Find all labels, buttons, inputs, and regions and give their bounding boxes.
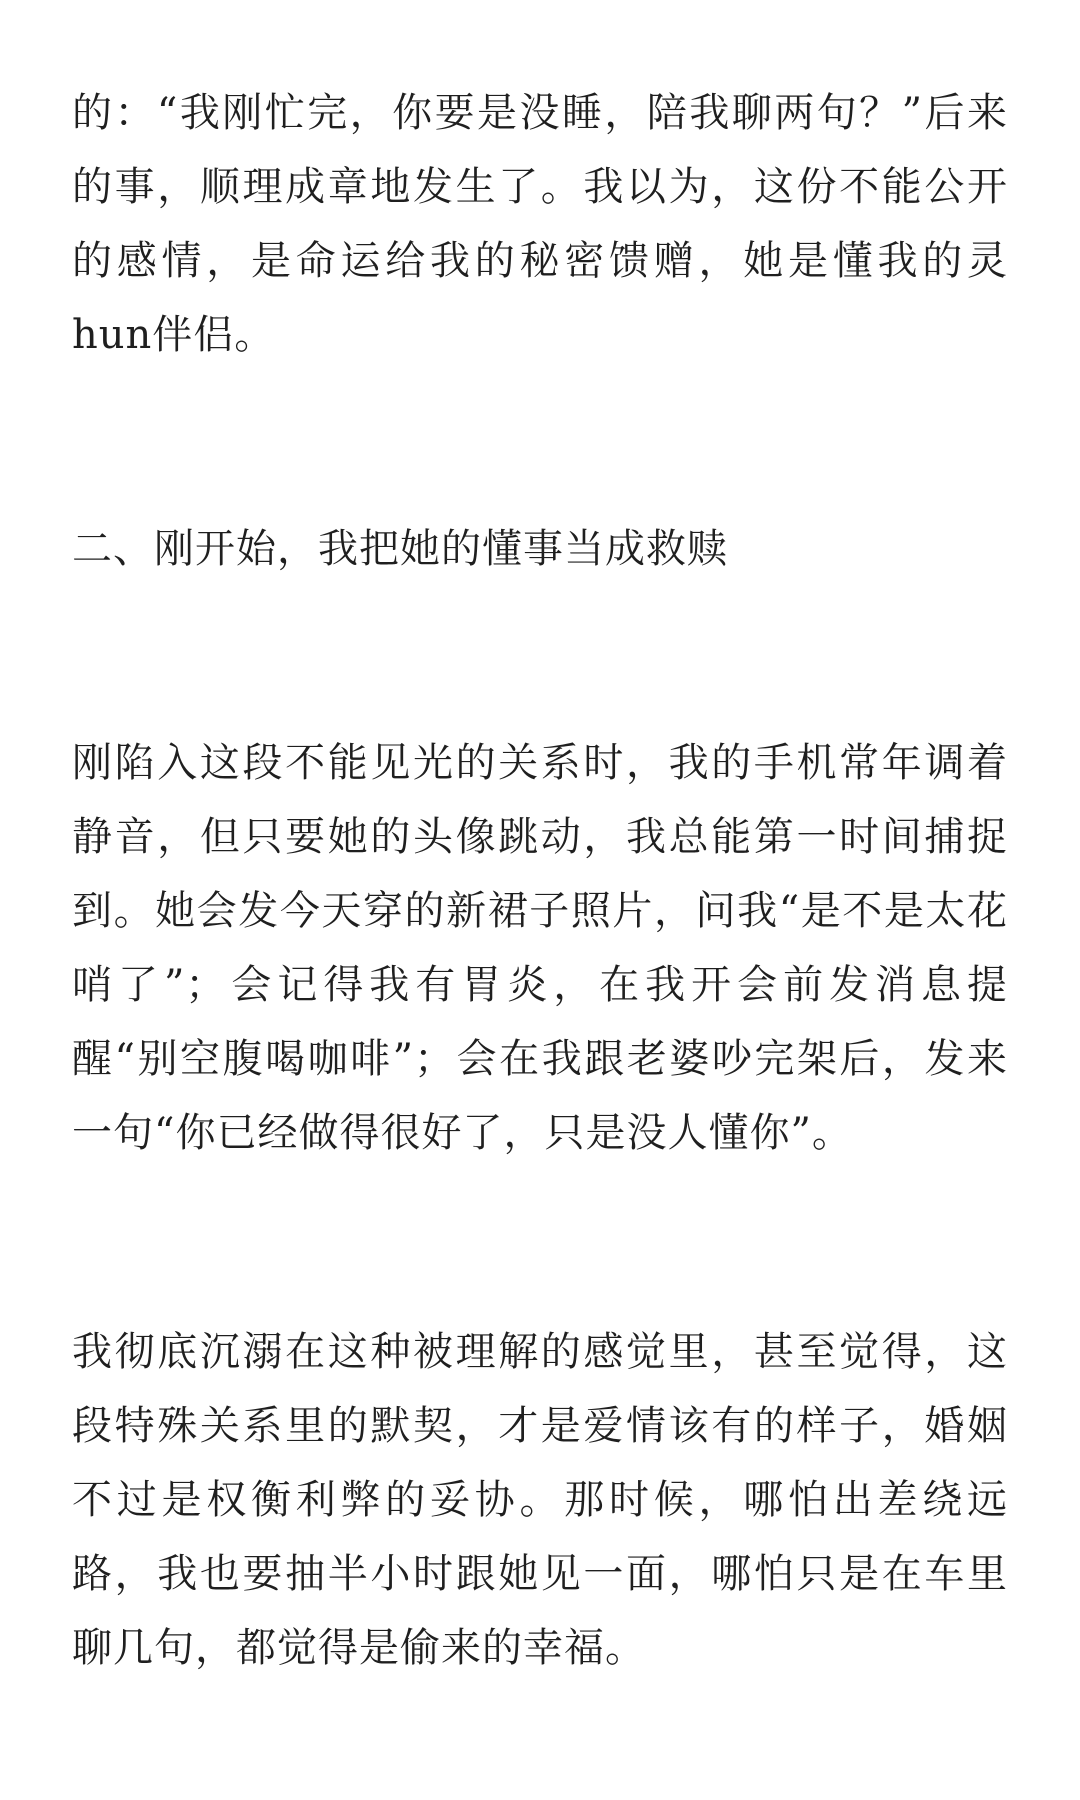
paragraph-spacer	[72, 1170, 1008, 1315]
article-body	[72, 76, 1008, 1685]
paragraph-intro-continued: 的：“我刚忙完，你要是没睡，陪我聊两句？”后来的事，顺理成章地发生了。我以为，这份不能公开的感情，是命运给我的秘密馈赠，她是懂我的灵hun伴侣。	[72, 90, 1008, 358]
paragraph-spacer	[72, 586, 1008, 726]
paragraph-body: 我彻底沉溺在这种被理解的感觉里，甚至觉得，这段特殊关系里的默契，才是爱情该有的样子，婚姻不过是权衡利弊的妥协。那时候，哪怕出差绕远路，我也要抽半小时跟她见一面，哪怕只是在车里聊几句，都觉得是偷来的幸福。	[72, 1329, 1008, 1671]
paragraph-spacer	[72, 372, 1008, 512]
section-heading: 二、刚开始，我把她的懂事当成救赎	[72, 526, 728, 572]
paragraph-body: 刚陷入这段不能见光的关系时，我的手机常年调着静音，但只要她的头像跳动，我总能第一时间捕捉到。她会发今天穿的新裙子照片，问我“是不是太花哨了”；会记得我有胃炎，在我开会前发消息提醒“别空腹喝咖啡”；会在我跟老婆吵完架后，发来一句“你已经做得很好了，只是没人懂你”。	[72, 740, 1008, 1156]
